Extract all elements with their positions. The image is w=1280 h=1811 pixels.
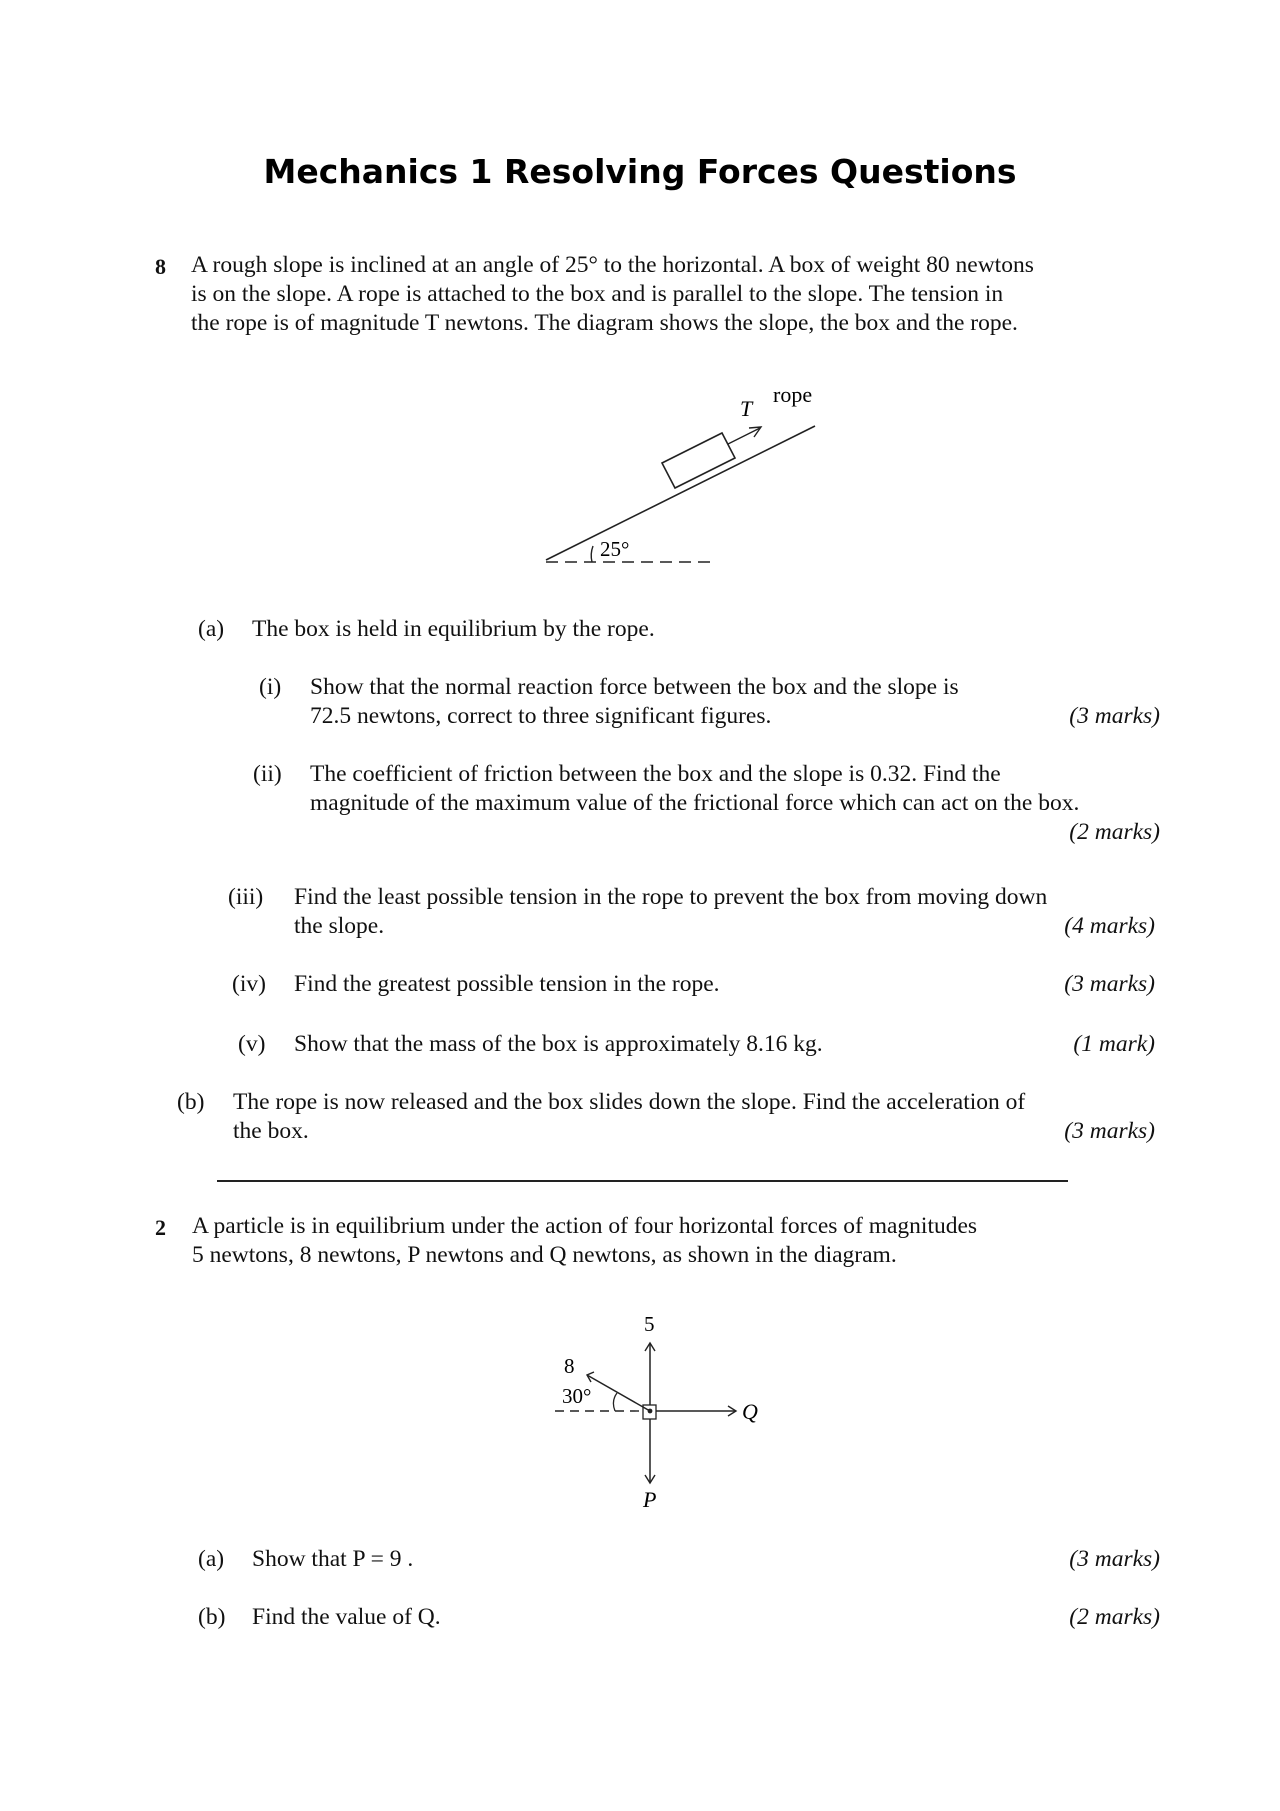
slope-line <box>546 426 815 560</box>
q8-part-i-marks: (3 marks) <box>1069 703 1160 729</box>
q8-part-a-text: The box is held in equilibrium by the rope. <box>252 616 655 642</box>
q8-intro-line-3: the rope is of magnitude T newtons. The diagram shows the slope, the box and the rope. <box>191 310 1018 336</box>
q8-part-iii-line-2: the slope. <box>294 913 385 939</box>
forces-diagram <box>550 1305 780 1515</box>
slope-angle-label: 25° <box>600 537 630 561</box>
q8-part-ii-marks: (2 marks) <box>1069 819 1160 845</box>
q2-intro-line-1: A particle is in equilibrium under the action of four horizontal forces of magnitudes <box>192 1213 978 1239</box>
q8-part-iv-marks: (3 marks) <box>1064 971 1155 997</box>
q2-part-a-text: Show that P = 9 . <box>252 1546 414 1572</box>
q8-part-iii-line-1: Find the least possible tension in the rope to prevent the box from moving down <box>294 884 1048 910</box>
q8-part-iii-marks: (4 marks) <box>1064 913 1155 939</box>
q2-part-b-marks: (2 marks) <box>1069 1604 1160 1630</box>
down-force-label: P <box>643 1487 657 1512</box>
q2-part-b-text: Find the value of Q. <box>252 1604 441 1630</box>
q8-part-i-line-1: Show that the normal reaction force between the box and the slope is <box>310 674 959 700</box>
angle-arc <box>613 1393 617 1411</box>
q8-part-iv-label: (iv) <box>232 971 266 997</box>
tension-label: T <box>740 396 753 421</box>
question-8-intro <box>191 251 1151 338</box>
q8-part-b-line-1: The rope is now released and the box slides down the slope. Find the acceleration of <box>233 1089 1026 1115</box>
question-2-intro <box>192 1212 1152 1270</box>
q8-part-ii-text <box>310 760 1170 818</box>
q8-part-v-label: (v) <box>238 1031 266 1057</box>
question-2-number: 2 <box>155 1215 166 1240</box>
q8-part-a-label: (a) <box>198 616 225 642</box>
q8-part-v-text: Show that the mass of the box is approximately 8.16 kg. <box>294 1031 823 1057</box>
q8-part-b-line-2: the box. <box>233 1118 309 1144</box>
q8-intro-line-2: is on the slope. A rope is attached to the box and is parallel to the slope. The tension in <box>191 281 1004 307</box>
q8-part-i-text <box>310 673 1070 731</box>
q8-part-iv-text: Find the greatest possible tension in the rope. <box>294 971 720 997</box>
q2-part-a-marks: (3 marks) <box>1069 1546 1160 1572</box>
rope-label: rope <box>773 382 813 407</box>
angle-label: 30° <box>562 1384 592 1408</box>
q8-part-ii-label: (ii) <box>253 761 282 787</box>
question-8-number: 8 <box>155 254 166 279</box>
q2-part-b-label: (b) <box>198 1604 226 1630</box>
q8-intro-line-1: A rough slope is inclined at an angle of 25° to the horizontal. A box of weight 80 newtons <box>191 252 1034 278</box>
q8-part-iii-label: (iii) <box>228 884 264 910</box>
q8-part-b-marks: (3 marks) <box>1064 1118 1155 1144</box>
up-force-label: 5 <box>644 1312 655 1336</box>
box <box>662 433 735 488</box>
right-force-label: Q <box>742 1399 758 1424</box>
q8-part-i-line-2: 72.5 newtons, correct to three significant figures. <box>310 703 772 729</box>
q8-part-ii-line-1: The coefficient of friction between the box and the slope is 0.32. Find the <box>310 761 1001 787</box>
slope-diagram <box>530 380 840 580</box>
page-title: Mechanics 1 Resolving Forces Questions <box>263 152 1017 191</box>
q8-part-i-label: (i) <box>259 674 282 700</box>
angled-force-line <box>587 1375 650 1411</box>
q2-part-a-label: (a) <box>198 1546 225 1572</box>
section-divider <box>217 1180 1068 1182</box>
q2-intro-line-2: 5 newtons, 8 newtons, P newtons and Q newtons, as shown in the diagram. <box>192 1242 897 1268</box>
q8-part-ii-line-2: magnitude of the maximum value of the frictional force which can act on the box. <box>310 790 1080 816</box>
q8-part-b-label: (b) <box>177 1089 205 1115</box>
angle-arc <box>591 546 593 562</box>
q8-part-v-marks: (1 mark) <box>1073 1031 1155 1057</box>
left-force-label: 8 <box>564 1354 575 1378</box>
